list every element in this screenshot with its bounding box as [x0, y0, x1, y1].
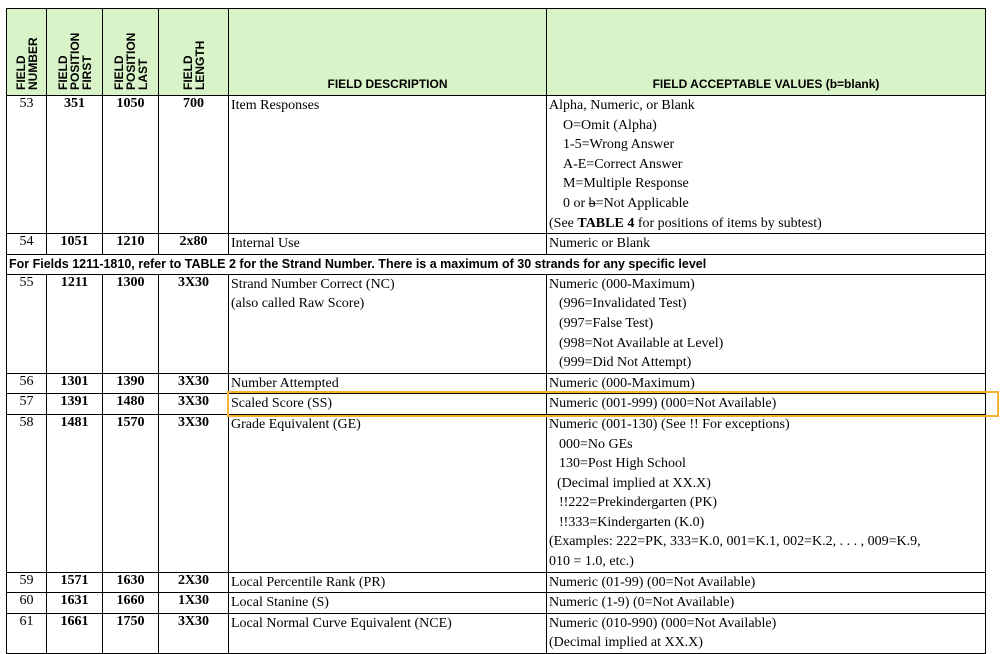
- field-description: Local Percentile Rank (PR): [229, 572, 547, 593]
- field-length: 3X30: [159, 274, 229, 373]
- table-row: [7, 274, 986, 373]
- header-row: [7, 9, 986, 96]
- field-number: 60: [7, 593, 47, 614]
- field-values: Numeric (1-9) (0=Not Available): [547, 593, 986, 614]
- field-position-first: 1481: [47, 414, 103, 572]
- field-description: Grade Equivalent (GE): [229, 414, 547, 572]
- field-number: 59: [7, 572, 47, 593]
- field-position-first: 351: [47, 96, 103, 234]
- field-position-last: 1750: [103, 613, 159, 653]
- field-position-first: 1631: [47, 593, 103, 614]
- field-length: 3X30: [159, 613, 229, 653]
- field-values: Numeric (000-Maximum) (996=Invalidated Test) (997=False Test) (998=Not Available at Level) (999=Did Not Attempt): [547, 274, 986, 373]
- field-position-last: 1050: [103, 96, 159, 234]
- field-number: 58: [7, 414, 47, 572]
- field-position-last: 1570: [103, 414, 159, 572]
- field-description: Local Stanine (S): [229, 593, 547, 614]
- header-field-number: FIELD NUMBER: [7, 9, 47, 96]
- field-length: 3X30: [159, 394, 229, 415]
- header-field-length: FIELD LENGTH: [159, 9, 229, 96]
- field-values: Numeric (01-99) (00=Not Available): [547, 572, 986, 593]
- header-field-acceptable-values: FIELD ACCEPTABLE VALUES (b=blank): [547, 9, 986, 96]
- field-number: 61: [7, 613, 47, 653]
- header-field-description: FIELD DESCRIPTION: [229, 9, 547, 96]
- field-number: 53: [7, 96, 47, 234]
- field-description: Strand Number Correct (NC) (also called Raw Score): [229, 274, 547, 373]
- field-description: Local Normal Curve Equivalent (NCE): [229, 613, 547, 653]
- table-row: [7, 234, 986, 255]
- table-row: [7, 96, 986, 234]
- field-position-first: 1211: [47, 274, 103, 373]
- field-length: 700: [159, 96, 229, 234]
- field-length: 2x80: [159, 234, 229, 255]
- table-row: [7, 613, 986, 653]
- field-values: Numeric (010-990) (000=Not Available) (Decimal implied at XX.X): [547, 613, 986, 653]
- strand-banner: For Fields 1211-1810, refer to TABLE 2 for the Strand Number. There is a maximum of 30 strands for any specific level: [7, 254, 986, 274]
- field-values: Numeric (000-Maximum): [547, 373, 986, 394]
- strand-banner-row: [7, 254, 986, 274]
- field-position-last: 1210: [103, 234, 159, 255]
- table-row: [7, 373, 986, 394]
- header-field-position-first: FIELD POSITION FIRST: [47, 9, 103, 96]
- table-row-highlighted: [7, 394, 986, 415]
- field-length: 2X30: [159, 572, 229, 593]
- field-values: Numeric or Blank: [547, 234, 986, 255]
- field-position-first: 1391: [47, 394, 103, 415]
- field-number: 54: [7, 234, 47, 255]
- table-row: [7, 593, 986, 614]
- field-description: Number Attempted: [229, 373, 547, 394]
- field-number: 57: [7, 394, 47, 415]
- field-number: 56: [7, 373, 47, 394]
- field-spec-table: [6, 8, 986, 654]
- field-position-last: 1660: [103, 593, 159, 614]
- field-length: 3X30: [159, 373, 229, 394]
- table-row: [7, 572, 986, 593]
- field-position-last: 1480: [103, 394, 159, 415]
- field-values: Alpha, Numeric, or Blank O=Omit (Alpha) 1-5=Wrong Answer A-E=Correct Answer M=Multiple Response 0 or b=Not Applicable (See TABLE 4 for positions of items by subtest): [547, 96, 986, 234]
- field-description: Scaled Score (SS): [229, 394, 547, 415]
- field-position-last: 1390: [103, 373, 159, 394]
- field-length: 1X30: [159, 593, 229, 614]
- table-row: [7, 414, 986, 572]
- field-position-first: 1571: [47, 572, 103, 593]
- field-length: 3X30: [159, 414, 229, 572]
- field-values: Numeric (001-999) (000=Not Available): [547, 394, 986, 415]
- field-position-last: 1300: [103, 274, 159, 373]
- field-description: Item Responses: [229, 96, 547, 234]
- field-position-first: 1051: [47, 234, 103, 255]
- field-description: Internal Use: [229, 234, 547, 255]
- field-number: 55: [7, 274, 47, 373]
- field-position-last: 1630: [103, 572, 159, 593]
- field-position-first: 1661: [47, 613, 103, 653]
- field-position-first: 1301: [47, 373, 103, 394]
- header-field-position-last: FIELD POSITION LAST: [103, 9, 159, 96]
- field-values: Numeric (001-130) (See !! For exceptions) 000=No GEs 130=Post High School (Decimal implied at XX.X) !!222=Prekindergarten (PK) !!333=Kindergarten (K.0) (Examples: 222=PK, 333=K.0, 001=K.1, 002=K.2, . . . , 009=K.9, 010 = 1.0, etc.): [547, 414, 986, 572]
